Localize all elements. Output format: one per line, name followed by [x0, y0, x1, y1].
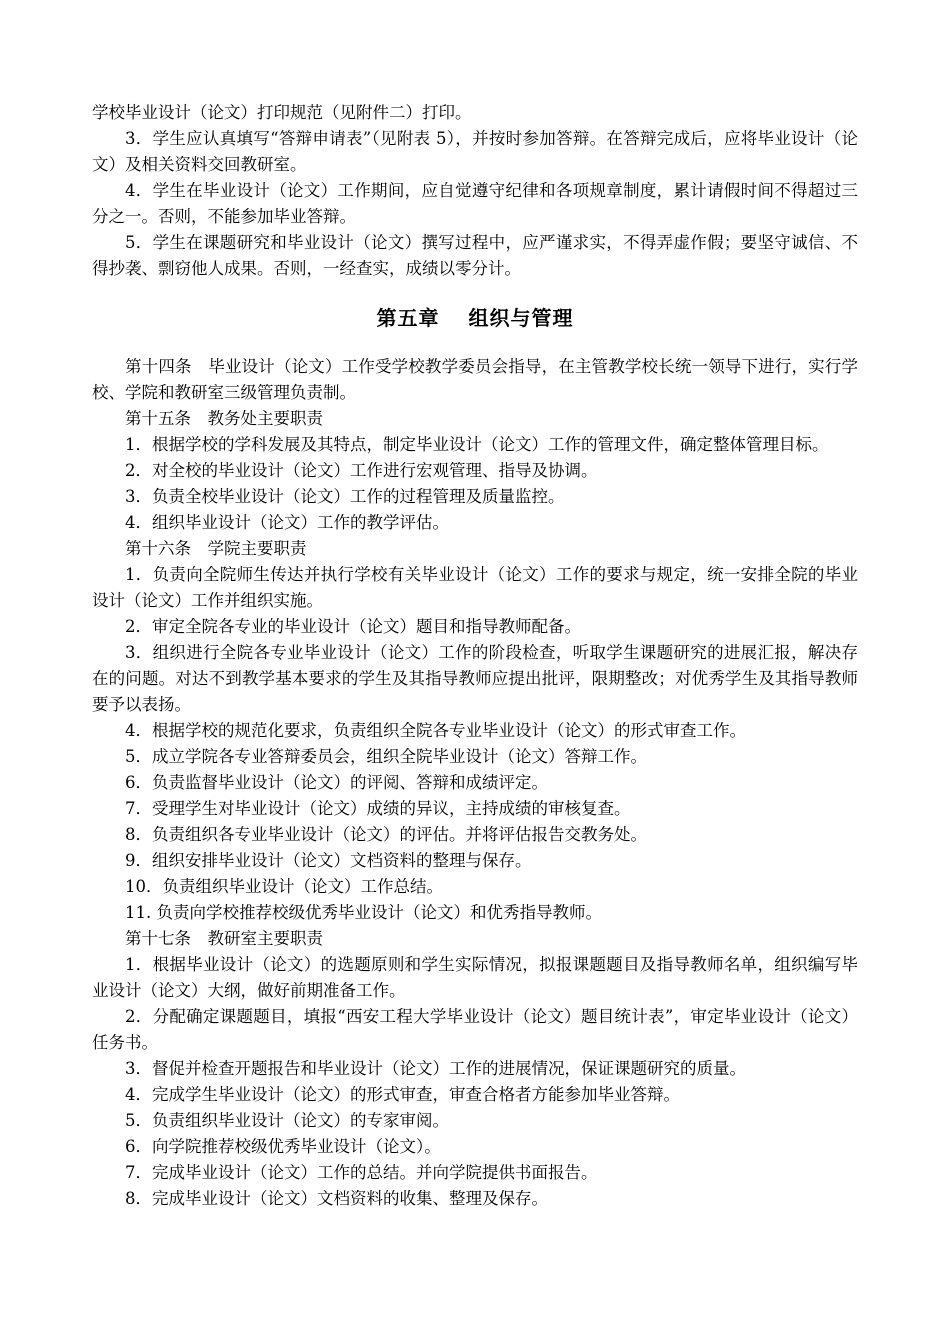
list-item: 4．组织毕业设计（论文）工作的教学评估。 — [125, 513, 449, 532]
list-item: 3．负责全校毕业设计（论文）工作的过程管理及质量监控。 — [125, 487, 565, 506]
list-item: 8．负责组织各专业毕业设计（论文）的评估。并将评估报告交教务处。 — [125, 825, 647, 844]
list-item: 5．成立学院各专业答辩委员会，组织全院毕业设计（论文）答辩工作。 — [125, 747, 647, 766]
article-paragraph: 第十四条 毕业设计（论文）工作受学校教学委员会指导，在主管教学校长统一领导下进行，实行学校、学院和教研室三级管理负责制。 — [92, 357, 858, 402]
list-item: 4．完成学生毕业设计（论文）的形式审查，审查合格者方能参加毕业答辩。 — [125, 1085, 680, 1104]
list-item: 3．督促并检查开题报告和毕业设计（论文）工作的进展情况，保证课题研究的质量。 — [125, 1059, 746, 1078]
list-item: 2．分配确定课题题目，填报“西安工程大学毕业设计（论文）题目统计表”，审定毕业设计（论文）任务书。 — [92, 1007, 858, 1052]
article-heading: 第十五条 教务处主要职责 — [125, 409, 323, 428]
list-item: 10．负责组织毕业设计（论文）工作总结。 — [125, 877, 443, 896]
list-item: 5．负责组织毕业设计（论文）的专家审阅。 — [125, 1111, 449, 1130]
list-item: 6．向学院推荐校级优秀毕业设计（论文）。 — [125, 1137, 441, 1156]
list-item: 1．根据毕业设计（论文）的选题原则和学生实际情况，拟报课题题目及指导教师名单，组织编写毕业设计（论文）大纲，做好前期准备工作。 — [92, 955, 858, 1000]
paragraph: 4．学生在毕业设计（论文）工作期间，应自觉遵守纪律和各项规章制度，累计请假时间不得超过三分之一。否则，不能参加毕业答辩。 — [92, 181, 858, 226]
list-item: 8．完成毕业设计（论文）文档资料的收集、整理及保存。 — [125, 1189, 548, 1208]
list-item: 1．根据学校的学科发展及其特点，制定毕业设计（论文）工作的管理文件，确定整体管理目标。 — [125, 435, 829, 454]
list-item: 1．负责向全院师生传达并执行学校有关毕业设计（论文）工作的要求与规定，统一安排全院的毕业设计（论文）工作并组织实施。 — [92, 565, 858, 610]
list-item: 7．完成毕业设计（论文）工作的总结。并向学院提供书面报告。 — [125, 1163, 598, 1182]
list-item: 7．受理学生对毕业设计（论文）成绩的异议，主持成绩的审核复查。 — [125, 799, 631, 818]
list-item: 4．根据学校的规范化要求，负责组织全院各专业毕业设计（论文）的形式审查工作。 — [125, 721, 746, 740]
list-item: 11. 负责向学校推荐校级优秀毕业设计（论文）和优秀指导教师。 — [125, 903, 602, 922]
document-page — [92, 100, 858, 1212]
list-item: 9．组织安排毕业设计（论文）文档资料的整理与保存。 — [125, 851, 532, 870]
list-item: 3．组织进行全院各专业毕业设计（论文）工作的阶段检查，听取学生课题研究的进展汇报，解决存在的问题。对达不到教学基本要求的学生及其指导教师应提出批评，限期整改；对优秀学生及其指导教师要予以表扬。 — [92, 643, 858, 714]
paragraph: 学校毕业设计（论文）打印规范（见附件二）打印。 — [92, 103, 472, 122]
paragraph: 3．学生应认真填写“答辩申请表”（见附表 5），并按时参加答辩。在答辩完成后，应将毕业设计（论文）及相关资料交回教研室。 — [92, 129, 858, 174]
chapter-title: 第五章 组织与管理 — [376, 306, 574, 330]
paragraph: 5．学生在课题研究和毕业设计（论文）撰写过程中，应严谨求实，不得弄虚作假；要坚守诚信、不得抄袭、剽窃他人成果。否则，一经查实，成绩以零分计。 — [92, 233, 858, 278]
list-item: 2．对全校的毕业设计（论文）工作进行宏观管理、指导及协调。 — [125, 461, 598, 480]
list-item: 2．审定全院各专业的毕业设计（论文）题目和指导教师配备。 — [125, 617, 581, 636]
article-heading: 第十六条 学院主要职责 — [125, 539, 307, 558]
list-item: 6．负责监督毕业设计（论文）的评阅、答辩和成绩评定。 — [125, 773, 548, 792]
article-heading: 第十七条 教研室主要职责 — [125, 929, 323, 948]
